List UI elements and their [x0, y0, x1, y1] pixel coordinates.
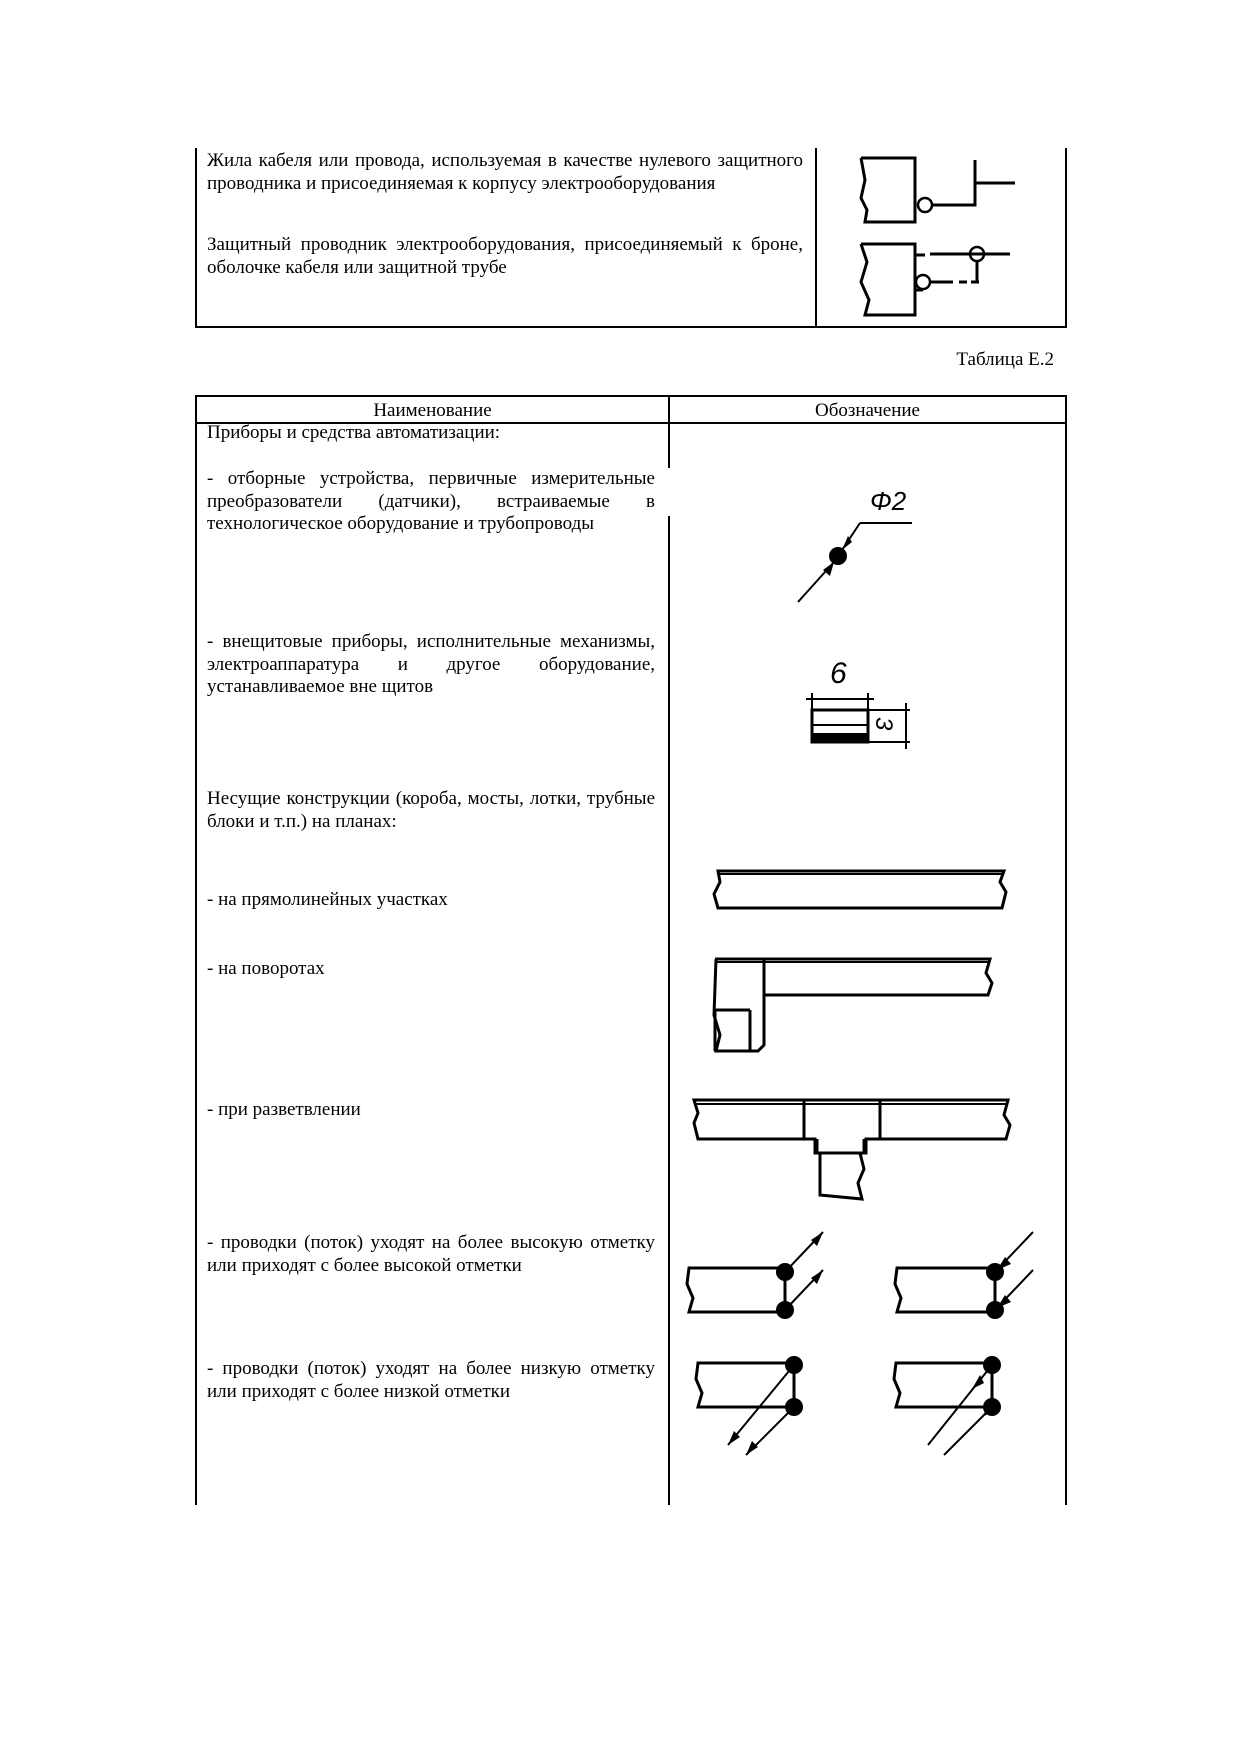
row-text: Защитный проводник электрооборудования, присоединяемый к броне, оболочке кабеля или защитной трубе [207, 234, 803, 278]
table-caption: Таблица Е.2 [956, 349, 1054, 370]
row-text: - проводки (поток) уходят на более высокую отметку или приходят с более высокой отметки [207, 1232, 655, 1276]
row-text: - отборные устройства, первичные измерительные преобразователи (датчики), встраиваемые в технологическое оборудование и трубопроводы [207, 468, 655, 534]
row-text: - при разветвлении [207, 1099, 361, 1120]
header-name: Наименование [373, 400, 492, 421]
sensor-point-icon [790, 480, 930, 605]
row-text: Жила кабеля или провода, используемая в качестве нулевого защитного проводника и присоединяемая к корпусу электрооборудования [207, 150, 803, 194]
symbol-label: Φ2 [870, 486, 907, 516]
row-text: - внещитовые приборы, исполнительные механизмы, электроаппаратура и другое оборудование, устанавливаемое вне щитов [207, 631, 655, 697]
straight-tray-icon [712, 868, 1012, 914]
neutral-conductor-to-enclosure-icon [855, 150, 1030, 230]
wiring-up-icon [685, 1230, 1065, 1340]
row-text: - проводки (поток) уходят на более низкую отметку или приходят с более низкой отметки [207, 1358, 655, 1402]
tray-turn-icon [710, 955, 1000, 1055]
tray-branch-icon [690, 1095, 1015, 1205]
row-text: Несущие конструкции (короба, мосты, лотки, трубные блоки и т.п.) на планах: [207, 788, 655, 832]
row-text: - на прямолинейных участках [207, 889, 448, 910]
column-divider [815, 148, 817, 326]
row-text: - на поворотах [207, 958, 325, 979]
row-text: Приборы и средства автоматизации: [207, 422, 501, 443]
protective-conductor-to-armor-icon [855, 240, 1030, 325]
symbol-label-width: 6 [830, 657, 847, 690]
divider-gap [667, 468, 671, 516]
wiring-down-icon [690, 1355, 1070, 1465]
column-divider [668, 397, 670, 1505]
symbol-label-height: 3 [870, 717, 897, 731]
field-device-rectangle-icon [800, 655, 920, 765]
header-symbol: Обозначение [815, 400, 920, 421]
